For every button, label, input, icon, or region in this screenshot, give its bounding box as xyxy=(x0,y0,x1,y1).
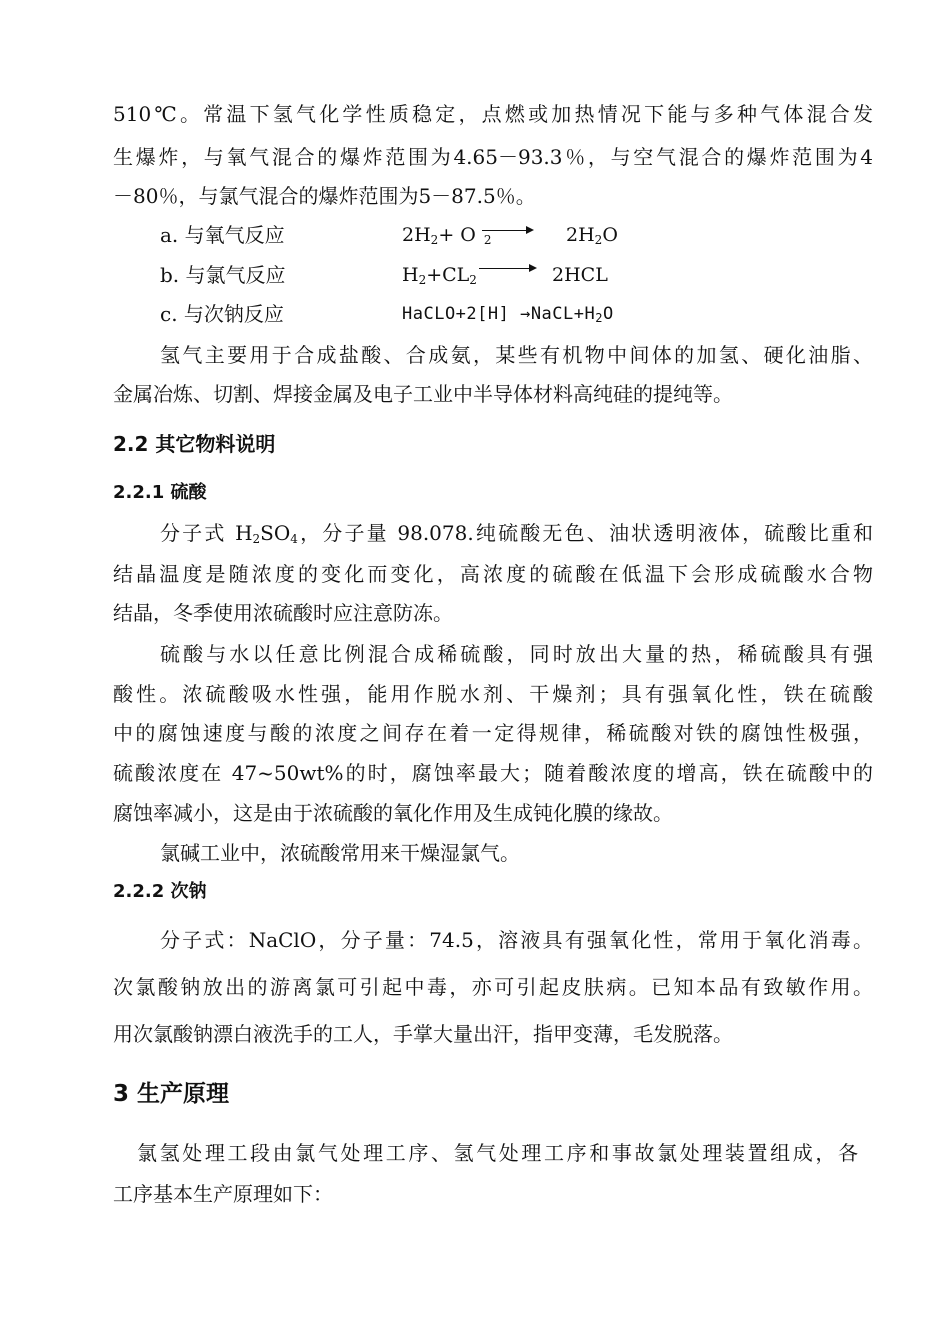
sulfuric-p2-line-1: 硫酸与水以任意比例混合成稀硫酸，同时放出大量的热，稀硫酸具有强 xyxy=(160,642,873,666)
sulfuric-p2-line-2: 酸性。浓硫酸吸水性强，能用作脱水剂、干燥剂；具有强氧化性，铁在硫酸 xyxy=(113,682,873,706)
sulfuric-p3: 氯碱工业中，浓硫酸常用来干燥湿氯气。 xyxy=(160,841,520,865)
sulfuric-p1-line-3: 结晶，冬季使用浓硫酸时应注意防冻。 xyxy=(113,601,453,625)
reaction-a-label: a. 与氧气反应 xyxy=(160,223,285,247)
section-3-heading: 3 生产原理 xyxy=(113,1081,230,1107)
hypochlorite-line-2: 次氯酸钠放出的游离氯可引起中毒，亦可引起皮肤病。已知本品有致敏作用。 xyxy=(113,975,873,999)
uses-line-1: 氢气主要用于合成盐酸、合成氨，某些有机物中间体的加氢、硬化油脂、 xyxy=(160,343,873,367)
principle-line-1: 氯氢处理工段由氯气处理工序、氢气处理工序和事故氯处理装置组成，各 xyxy=(137,1141,858,1165)
sulfuric-p2-line-5: 腐蚀率减小，这是由于浓硫酸的氧化作用及生成钝化膜的缘故。 xyxy=(113,801,673,825)
sulfuric-p2-line-4: 硫酸浓度在 47~50wt%的时，腐蚀率最大；随着酸浓度的增高，铁在硫酸中的 xyxy=(113,761,873,785)
reaction-b-arrow xyxy=(479,268,535,269)
principle-line-2: 工序基本生产原理如下： xyxy=(113,1182,333,1206)
section-2-2-1-heading: 2.2.1 硫酸 xyxy=(113,482,207,503)
hypochlorite-line-1: 分子式：NaClO，分子量：74.5，溶液具有强氧化性，常用于氧化消毒。 xyxy=(160,928,873,952)
section-2-2-2-heading: 2.2.2 次钠 xyxy=(113,881,207,902)
reaction-c-equation: HaCLO+2[H] $\to NaCL+H_2O$ xyxy=(402,304,614,325)
reaction-b-product: 2HCL xyxy=(552,264,608,286)
reaction-c-label: c. 与次钠反应 xyxy=(160,302,284,326)
intro-line-3: －80％，与氯气混合的爆炸范围为5－87.5％。 xyxy=(113,184,536,208)
sulfuric-p2-line-3: 中的腐蚀速度与酸的浓度之间存在着一定得规律，稀硫酸对铁的腐蚀性极强， xyxy=(113,721,873,745)
section-2-2-heading: 2.2 其它物料说明 xyxy=(113,432,276,456)
intro-line-2: 生爆炸，与氧气混合的爆炸范围为4.65－93.3％，与空气混合的爆炸范围为4 xyxy=(113,145,873,169)
reaction-a-arrow xyxy=(482,230,532,231)
reaction-a-product: $2H_2O$ xyxy=(566,224,618,247)
reaction-b-label: b. 与氯气反应 xyxy=(160,263,286,287)
sulfuric-p1-line-1: 分子式 $H_2SO_4$，分子量 98.078.纯硫酸无色、油状透明液体，硫酸比重和 xyxy=(160,521,873,546)
reaction-a-reactants: $2H_2+ O$ $_2$ xyxy=(402,224,492,247)
uses-line-2: 金属冶炼、切割、焊接金属及电子工业中半导体材料高纯硅的提纯等。 xyxy=(113,382,733,406)
hypochlorite-line-3: 用次氯酸钠漂白液洗手的工人，手掌大量出汗，指甲变薄，毛发脱落。 xyxy=(113,1022,733,1046)
sulfuric-p1-line-2: 结晶温度是随浓度的变化而变化，高浓度的硫酸在低温下会形成硫酸水合物 xyxy=(113,562,873,586)
reaction-b-reactants: $H_2+CL_2$ xyxy=(402,264,477,287)
intro-line-1: 510℃。常温下氢气化学性质稳定，点燃或加热情况下能与多种气体混合发 xyxy=(113,102,873,126)
